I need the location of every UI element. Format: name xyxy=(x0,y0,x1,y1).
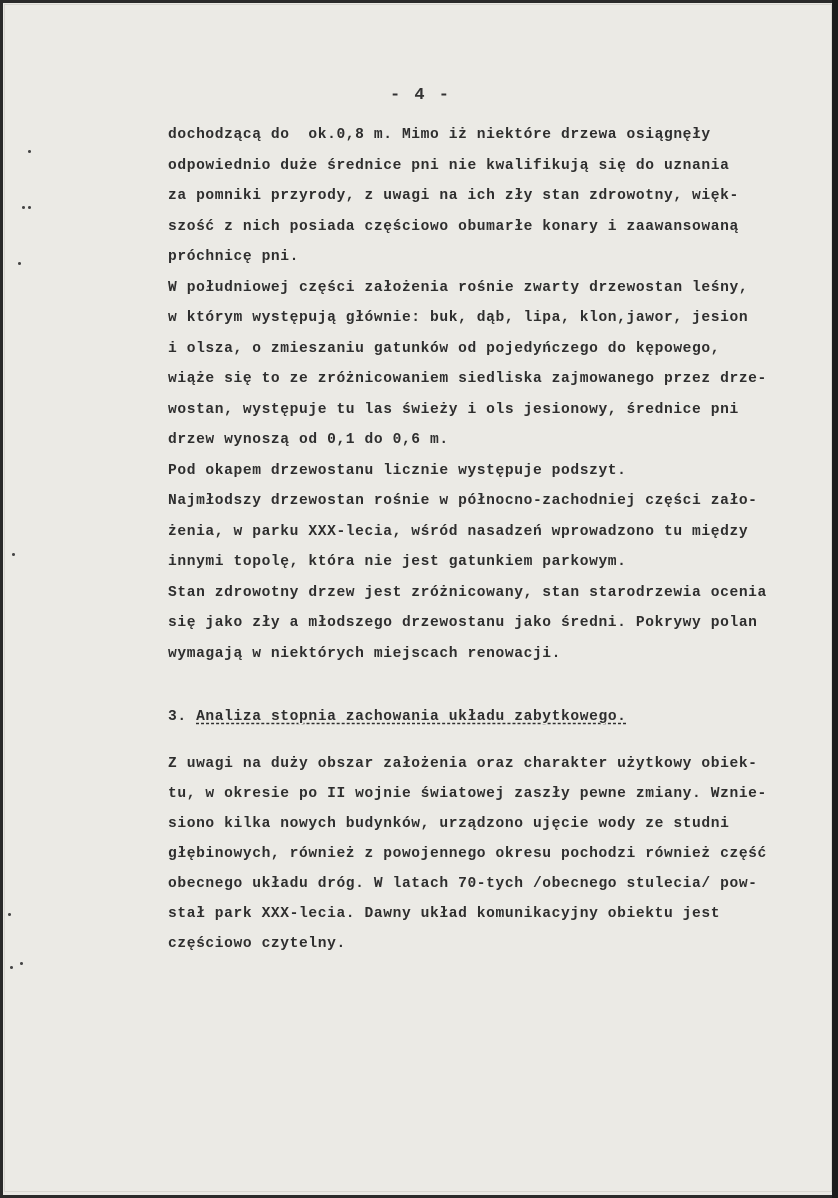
text-line: głębinowych, również z powojennego okresu pochodzi również część xyxy=(168,846,767,862)
text-line: częściowo czytelny. xyxy=(168,936,346,952)
text-line: próchnicę pni. xyxy=(168,249,300,265)
text-line: za pomniki przyrody, z uwagi na ich zły stan zdrowotny, więk- xyxy=(168,188,739,204)
scan-border-top xyxy=(0,0,838,3)
page-number: - 4 - xyxy=(390,86,452,105)
text-line: Z uwagi na duży obszar założenia oraz charakter użytkowy obiek- xyxy=(168,756,758,772)
scan-border-left xyxy=(0,0,3,1198)
section-title: Analiza stopnia zachowania układu zabytkowego. xyxy=(196,709,627,725)
text-line: drzew wynoszą od 0,1 do 0,6 m. xyxy=(168,432,449,448)
margin-mark xyxy=(22,206,25,209)
section-heading xyxy=(168,708,627,726)
text-line: i olsza, o zmieszaniu gatunków od pojedyńczego do kępowego, xyxy=(168,340,721,357)
text-line: obecnego układu dróg. W latach 70-tych /obecnego stulecia/ pow- xyxy=(168,876,758,892)
text-line: żenia, w parku XXX-lecia, wśród nasadzeń wprowadzono tu między xyxy=(168,523,749,540)
text-line: W południowej części założenia rośnie zwarty drzewostan leśny, xyxy=(168,279,749,296)
text-line: siono kilka nowych budynków, urządzono ujęcie wody ze studni xyxy=(168,816,730,832)
margin-mark xyxy=(28,206,31,209)
text-line: odpowiednio duże średnice pni nie kwalifikują się do uznania xyxy=(168,157,730,174)
margin-mark xyxy=(8,913,11,916)
text-line: wiąże się to ze zróżnicowaniem siedliska zajmowanego przez drze- xyxy=(168,371,767,387)
text-line: wymagają w niektórych miejscach renowacji. xyxy=(168,645,562,662)
text-line: tu, w okresie po II wojnie światowej zaszły pewne zmiany. Wznie- xyxy=(168,786,767,802)
text-line: Stan zdrowotny drzew jest zróżnicowany, stan starodrzewia ocenia xyxy=(168,584,767,601)
margin-mark xyxy=(12,553,15,556)
scan-border-right xyxy=(832,0,838,1198)
text-line: szość z nich posiada częściowo obumarłe konary i zaawansowaną xyxy=(168,218,739,235)
text-line: się jako zły a młodszego drzewostanu jako średni. Pokrywy polan xyxy=(168,615,758,631)
text-line: Najmłodszy drzewostan rośnie w północno-zachodniej części zało- xyxy=(168,493,758,509)
text-line: dochodzącą do ok.0,8 m. Mimo iż niektóre drzewa osiągnęły xyxy=(168,127,711,143)
text-line: innymi topolę, która nie jest gatunkiem parkowym. xyxy=(168,554,627,570)
text-line: Pod okapem drzewostanu licznie występuje podszyt. xyxy=(168,462,627,479)
text-line: w którym występują głównie: buk, dąb, lipa, klon,jawor, jesion xyxy=(168,310,749,326)
text-line: stał park XXX-lecia. Dawny układ komunikacyjny obiektu jest xyxy=(168,906,721,922)
text-line: wostan, występuje tu las świeży i ols jesionowy, średnice pni xyxy=(168,401,739,418)
section-number: 3. xyxy=(168,709,187,725)
margin-mark xyxy=(20,962,23,965)
margin-mark xyxy=(18,262,21,265)
margin-mark xyxy=(10,966,13,969)
margin-mark xyxy=(28,150,31,153)
